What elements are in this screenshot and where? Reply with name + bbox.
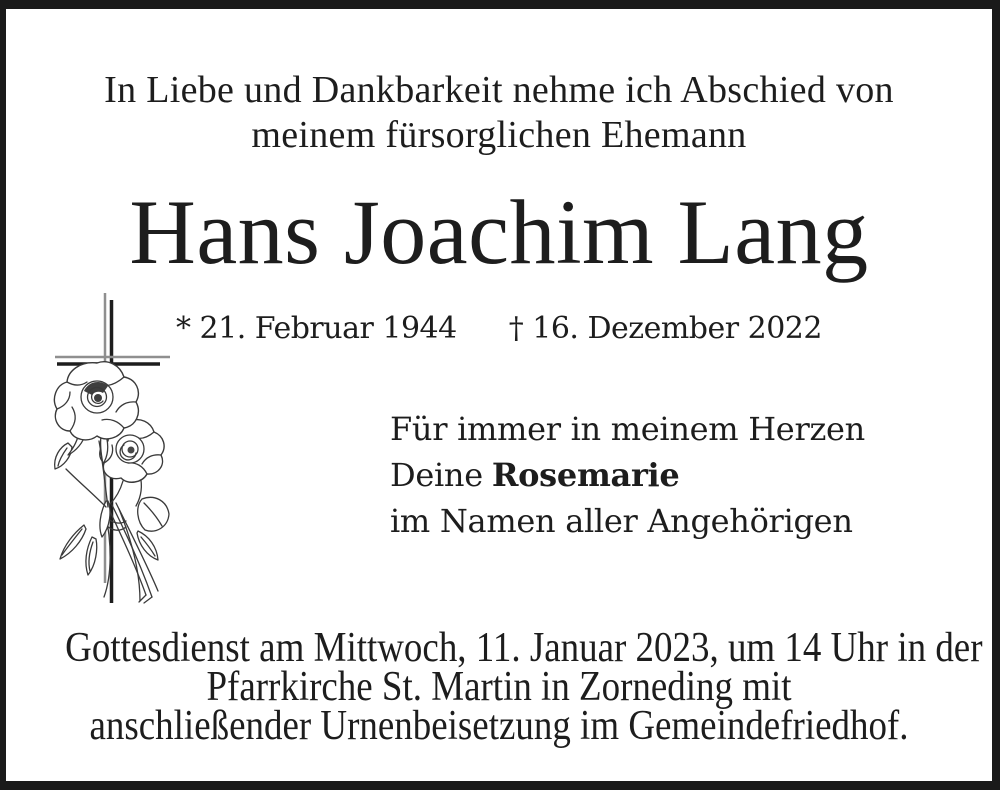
signature-name: Rosemarie xyxy=(491,456,680,494)
intro-line-1: In Liebe und Dankbarkeit nehme ich Abschied von xyxy=(104,69,894,111)
intro-line-2: meinem fürsorglichen Ehemann xyxy=(251,114,747,156)
death-date: † 16. Dezember 2022 xyxy=(508,311,822,346)
birth-date: * 21. Februar 1944 xyxy=(176,311,457,346)
service-line-2: Pfarrkirche St. Martin in Zorneding mit xyxy=(206,664,792,710)
farewell-line-3: im Namen aller Angehörigen xyxy=(390,502,853,540)
cross-with-roses-icon xyxy=(48,285,178,610)
signature-prefix: Deine xyxy=(390,456,483,494)
farewell-line-1: Für immer in meinem Herzen xyxy=(390,410,865,448)
service-line-3: anschließender Urnenbeisetzung im Gemeindefriedhof. xyxy=(89,703,909,749)
service-line-1: Gottesdienst am Mittwoch, 11. Januar 2023, um 14 Uhr in der xyxy=(65,625,983,671)
farewell-text xyxy=(390,406,865,544)
deceased-name: Hans Joachim Lang xyxy=(129,181,869,283)
farewell-signature xyxy=(390,452,865,498)
service-details xyxy=(65,625,983,749)
intro-text xyxy=(6,68,992,158)
